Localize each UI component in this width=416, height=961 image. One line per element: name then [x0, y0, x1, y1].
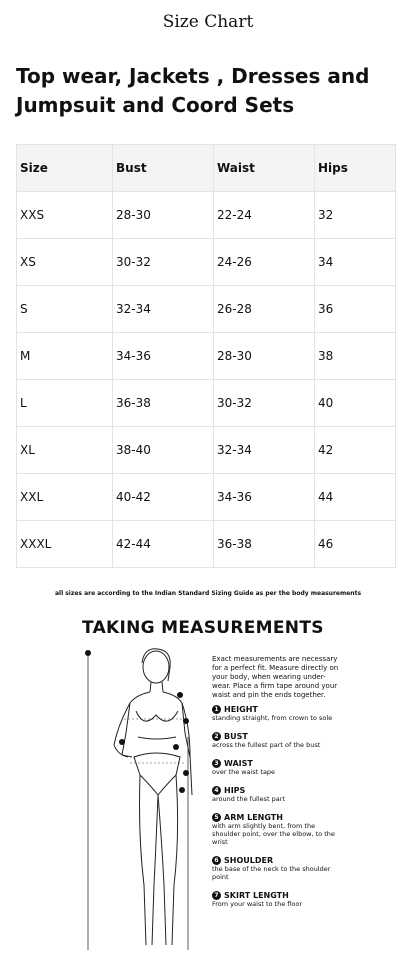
list-item — [212, 813, 344, 846]
step-description: with arm slightly bent, from the shoulder point, over the elbow, to the wrist — [212, 822, 335, 846]
step-label: HIPS — [224, 786, 246, 795]
step-description: From your waist to the floor — [212, 900, 303, 908]
step-label: BUST — [224, 732, 248, 741]
cell-hips: 46 — [315, 521, 396, 568]
step-number-badge: 1 — [212, 705, 221, 714]
step-description: standing straight, from crown to sole — [212, 714, 333, 722]
table-row — [17, 333, 396, 380]
table-row — [17, 239, 396, 286]
cell-bust: 28-30 — [113, 192, 214, 239]
table-row — [17, 474, 396, 521]
cell-waist: 24-26 — [214, 239, 315, 286]
cell-hips: 34 — [315, 239, 396, 286]
table-row — [17, 286, 396, 333]
cell-size: XL — [17, 427, 113, 474]
cell-hips: 40 — [315, 380, 396, 427]
step-number-badge: 5 — [212, 813, 221, 822]
cell-size: XXXL — [17, 521, 113, 568]
step-description: across the fullest part of the bust — [212, 741, 321, 749]
cell-waist: 36-38 — [214, 521, 315, 568]
cell-size: XS — [17, 239, 113, 286]
table-row — [17, 427, 396, 474]
cell-hips: 36 — [315, 286, 396, 333]
measurement-steps — [212, 705, 344, 908]
body-figure-illustration — [80, 645, 210, 955]
cell-bust: 38-40 — [113, 427, 214, 474]
sizing-note: all sizes are according to the Indian Standard Sizing Guide as per the body measurements — [54, 590, 362, 597]
measurements-title: TAKING MEASUREMENTS — [82, 618, 324, 638]
cell-waist: 22-24 — [214, 192, 315, 239]
cell-bust: 36-38 — [113, 380, 214, 427]
size-chart-title: Size Chart — [162, 12, 254, 32]
table-row — [17, 380, 396, 427]
step-description: the base of the neck to the shoulder point — [212, 865, 331, 881]
category-heading: Top wear, Jackets , Dresses and Jumpsuit and Coord Sets — [16, 64, 370, 117]
cell-waist: 32-34 — [214, 427, 315, 474]
step-label: SKIRT LENGTH — [224, 891, 289, 900]
step-label: WAIST — [224, 759, 253, 768]
header-hips: Hips — [315, 145, 396, 192]
cell-waist: 34-36 — [214, 474, 315, 521]
table-row — [17, 192, 396, 239]
cell-bust: 32-34 — [113, 286, 214, 333]
step-description: over the waist tape — [212, 768, 276, 776]
list-item — [212, 759, 344, 776]
cell-waist: 28-30 — [214, 333, 315, 380]
cell-bust: 40-42 — [113, 474, 214, 521]
cell-size: L — [17, 380, 113, 427]
step-number-badge: 7 — [212, 891, 221, 900]
cell-bust: 42-44 — [113, 521, 214, 568]
cell-hips: 38 — [315, 333, 396, 380]
measurements-intro: Exact measurements are necessary for a perfect fit. Measure directly on your body, when wearing under-wear. Place a firm tape around your waist and pin the ends together. — [212, 655, 339, 699]
cell-bust: 34-36 — [113, 333, 214, 380]
step-number-badge: 4 — [212, 786, 221, 795]
header-bust: Bust — [113, 145, 214, 192]
cell-size: XXS — [17, 192, 113, 239]
table-row — [17, 521, 396, 568]
step-label: ARM LENGTH — [224, 813, 283, 822]
cell-hips: 44 — [315, 474, 396, 521]
size-table — [16, 144, 396, 568]
list-item — [212, 705, 344, 722]
cell-hips: 42 — [315, 427, 396, 474]
step-description: around the fullest part — [212, 795, 286, 803]
step-number-badge: 3 — [212, 759, 221, 768]
step-number-badge: 6 — [212, 856, 221, 865]
table-header-row — [17, 145, 396, 192]
list-item — [212, 891, 344, 908]
header-waist: Waist — [214, 145, 315, 192]
step-number-badge: 2 — [212, 732, 221, 741]
list-item — [212, 856, 344, 881]
cell-size: M — [17, 333, 113, 380]
list-item — [212, 732, 344, 749]
cell-bust: 30-32 — [113, 239, 214, 286]
cell-waist: 26-28 — [214, 286, 315, 333]
cell-waist: 30-32 — [214, 380, 315, 427]
step-label: HEIGHT — [224, 705, 258, 714]
step-label: SHOULDER — [224, 856, 274, 865]
cell-hips: 32 — [315, 192, 396, 239]
list-item — [212, 786, 344, 803]
cell-size: S — [17, 286, 113, 333]
cell-size: XXL — [17, 474, 113, 521]
header-size: Size — [17, 145, 113, 192]
